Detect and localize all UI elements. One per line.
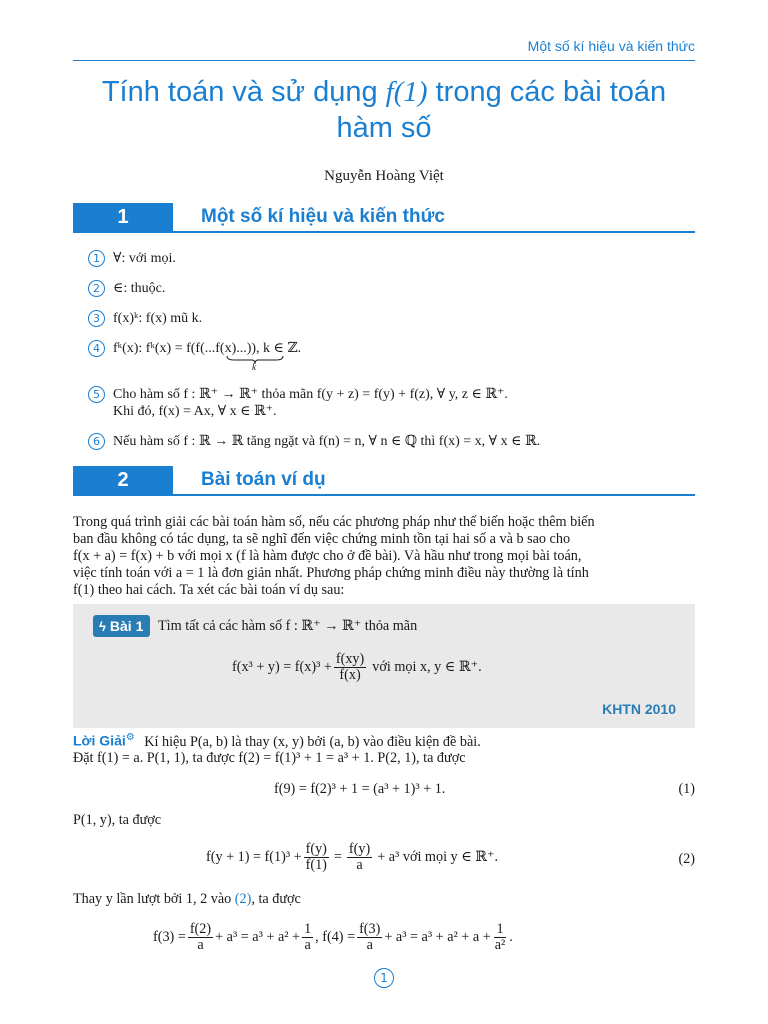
solution-line <box>73 891 301 908</box>
item-number: 4 <box>88 340 105 357</box>
item-number: 2 <box>88 280 105 297</box>
eq-part: . <box>509 929 513 945</box>
eq-part: + a³ = a³ + a² + <box>215 929 301 945</box>
paragraph-line: việc tính toán với a = 1 là đơn giản nhất. Phương pháp chứng minh điều này thường là tính <box>73 565 589 581</box>
equation-number: (1) <box>678 781 695 797</box>
text: , ta được <box>251 891 301 907</box>
underbrace-label: k <box>252 362 256 371</box>
section-title: Bài toán ví dụ <box>201 469 326 490</box>
eq-part: , f(4) = <box>315 929 356 945</box>
item-text <box>113 386 508 420</box>
item-line: Khi đó, f(x) = Ax, ∀ x ∈ ℝ⁺. <box>113 404 277 419</box>
gear-icon: ⚙ <box>125 732 135 743</box>
denominator: f(1) <box>305 857 327 873</box>
example-statement: Tìm tất cả các hàm số f : ℝ⁺ → ℝ⁺ thỏa mãn <box>158 618 418 634</box>
eq-right: + a³ với mọi y ∈ ℝ⁺. <box>377 849 499 865</box>
intro-paragraph <box>73 514 695 599</box>
numerator: 1 <box>304 921 312 937</box>
section-heading-2 <box>73 466 695 496</box>
eq-left: f(y + 1) = f(1)³ + <box>206 849 302 865</box>
eq-part: f(3) = <box>153 929 186 945</box>
denominator: a <box>304 937 311 953</box>
list-item <box>88 250 176 267</box>
numerator: f(2) <box>189 921 212 937</box>
item-text: ∈: thuộc. <box>113 281 166 296</box>
numerator: 1 <box>496 921 504 937</box>
fraction <box>334 652 366 683</box>
item-number: 3 <box>88 310 105 327</box>
title-post: trong các bài toán <box>435 76 667 108</box>
page-number: 1 <box>374 968 394 988</box>
section-heading-1 <box>73 203 695 233</box>
item-text: ∀: với mọi. <box>113 251 176 266</box>
fraction <box>357 922 382 953</box>
paragraph-line: ban đầu không có tác dụng, ta sẽ nghĩ đến việc chứng minh tồn tại hai số a và b sao cho <box>73 531 571 547</box>
list-item <box>88 433 540 450</box>
badge-label: Bài 1 <box>109 618 144 634</box>
item-number: 1 <box>88 250 105 267</box>
text: Thay y lần lượt bởi 1, 2 vào <box>73 891 232 907</box>
item-number: 5 <box>88 386 105 403</box>
section-number: 1 <box>73 203 173 231</box>
denominator: a <box>197 937 204 953</box>
title-pre: Tính toán và sử dụng <box>101 76 378 108</box>
header-rule <box>73 60 695 61</box>
fraction <box>493 922 508 953</box>
numerator: f(y) <box>348 841 371 857</box>
solution-text: Kí hiệu P(a, b) là thay (x, y) bởi (a, b) vào điều kiện đề bài. <box>144 733 481 750</box>
fraction <box>188 922 213 953</box>
author: Nguyễn Hoàng Việt <box>324 168 444 184</box>
section-number: 2 <box>73 466 173 494</box>
equation-number: (2) <box>678 851 695 867</box>
paragraph-line: f(1) theo hai cách. Ta xét các bài toán ví dụ sau: <box>73 582 345 598</box>
equation-3 <box>153 922 513 953</box>
list-item <box>88 310 202 327</box>
fraction <box>302 922 313 953</box>
paragraph-line: Trong quá trình giải các bài toán hàm số, nếu các phương pháp như thế biến hoặc thêm biến <box>73 514 595 530</box>
denominator: a <box>356 857 363 873</box>
example-badge <box>93 615 150 637</box>
equation-1: f(9) = f(2)³ + 1 = (a³ + 1)³ + 1. <box>274 781 446 797</box>
eq-mid: = <box>333 849 342 865</box>
source-label: KHTN 2010 <box>602 701 676 717</box>
solution-line: Đặt f(1) = a. P(1, 1), ta được f(2) = f(1)³ + 1 = a³ + 1. P(2, 1), ta được <box>73 750 466 766</box>
underbrace <box>226 355 284 371</box>
item-text: f(x)ᵏ: f(x) mũ k. <box>113 311 203 326</box>
bolt-icon: ϟ <box>99 618 106 634</box>
denominator: a² <box>494 937 506 953</box>
list-item <box>88 280 165 297</box>
example-equation <box>232 652 482 683</box>
item-number: 6 <box>88 433 105 450</box>
item-line: Cho hàm số f : ℝ⁺ → ℝ⁺ thỏa mãn f(y + z) = f(y) + f(z), ∀ y, z ∈ ℝ⁺. <box>113 387 508 402</box>
equation-2 <box>206 842 498 873</box>
running-header: Một số kí hiệu và kiến thức <box>527 38 695 54</box>
solution-line: P(1, y), ta được <box>73 812 162 828</box>
solution-line <box>73 732 481 751</box>
equation-ref-link[interactable]: (2) <box>234 891 252 907</box>
numerator: f(y) <box>305 841 327 857</box>
numerator: f(3) <box>359 921 381 937</box>
title-math: f(1) <box>385 76 428 108</box>
denominator: a <box>366 937 373 953</box>
page-title <box>73 74 695 146</box>
item-text: Nếu hàm số f : ℝ → ℝ tăng ngặt và f(n) = n, ∀ n ∈ ℚ thì f(x) = x, ∀ x ∈ ℝ. <box>113 434 541 449</box>
solution-label: Lời Giải <box>73 732 126 749</box>
fraction <box>347 842 372 873</box>
title-line2: hàm số <box>336 112 432 144</box>
paragraph-line: f(x + a) = f(x) + b với mọi x (f là hàm được cho ở đề bài). Và hầu như trong mọi bài toán, <box>73 548 582 564</box>
list-item <box>88 386 508 420</box>
eq-part: + a³ = a³ + a² + a + <box>384 929 491 945</box>
section-title: Một số kí hiệu và kiến thức <box>201 206 445 227</box>
denominator: f(x) <box>339 667 361 683</box>
eq-left: f(x³ + y) = f(x)³ + <box>232 659 332 675</box>
numerator: f(xy) <box>335 651 365 667</box>
item-text: fᵏ(x): fᵏ(x) = f(f(...f(x)...)), k ∈ ℤ. <box>113 341 302 356</box>
fraction <box>304 842 329 873</box>
eq-right: với mọi x, y ∈ ℝ⁺. <box>372 659 482 675</box>
